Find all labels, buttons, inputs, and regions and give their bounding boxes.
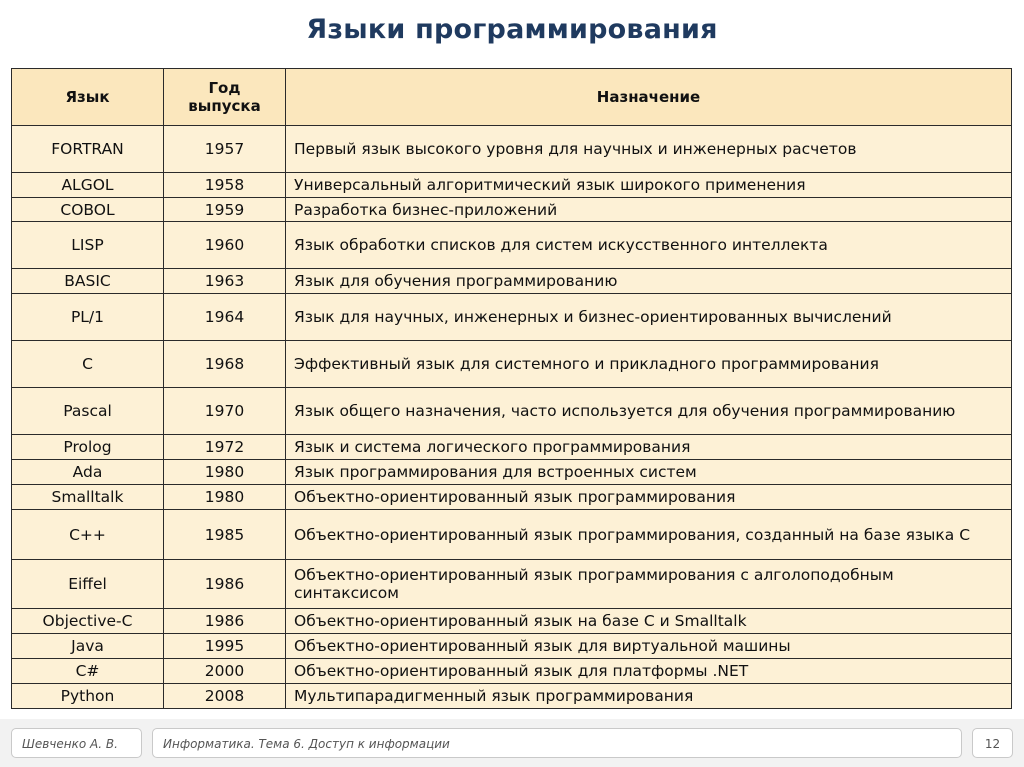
year-cell: 1963: [164, 269, 286, 294]
languages-table: [11, 68, 1012, 709]
table-row: [12, 485, 1012, 510]
slide-title: Языки программирования: [306, 14, 718, 45]
language-cell: Smalltalk: [12, 485, 164, 510]
header-year-line1: Год: [208, 79, 241, 97]
language-cell: COBOL: [12, 198, 164, 222]
purpose-cell: Язык программирования для встроенных систем: [286, 460, 1012, 485]
footer-page-number: 12: [972, 728, 1013, 758]
purpose-cell: Разработка бизнес-приложений: [286, 198, 1012, 222]
language-cell: Eiffel: [12, 560, 164, 609]
table-row: [12, 173, 1012, 198]
language-cell: Objective-C: [12, 609, 164, 634]
slide-footer: [0, 719, 1024, 767]
table-row: [12, 460, 1012, 485]
year-cell: 2008: [164, 684, 286, 709]
language-cell: C: [12, 341, 164, 388]
year-cell: 1972: [164, 435, 286, 460]
year-cell: 1986: [164, 560, 286, 609]
table-row: [12, 294, 1012, 341]
year-cell: 1995: [164, 634, 286, 659]
purpose-cell: Объектно-ориентированный язык программирования: [286, 485, 1012, 510]
table-header-row: [12, 69, 1012, 126]
table-row: [12, 388, 1012, 435]
header-purpose: Назначение: [286, 69, 1012, 126]
language-cell: Ada: [12, 460, 164, 485]
language-cell: LISP: [12, 222, 164, 269]
language-cell: ALGOL: [12, 173, 164, 198]
language-cell: C++: [12, 510, 164, 560]
year-cell: 1985: [164, 510, 286, 560]
purpose-cell: Объектно-ориентированный язык для виртуальной машины: [286, 634, 1012, 659]
language-cell: C#: [12, 659, 164, 684]
table-row: [12, 126, 1012, 173]
purpose-cell: Эффективный язык для системного и прикладного программирования: [286, 341, 1012, 388]
table-row: [12, 684, 1012, 709]
purpose-cell: Язык и система логического программирования: [286, 435, 1012, 460]
year-cell: 2000: [164, 659, 286, 684]
purpose-cell: Объектно-ориентированный язык на базе C и Smalltalk: [286, 609, 1012, 634]
header-language: Язык: [12, 69, 164, 126]
table-row: [12, 198, 1012, 222]
year-cell: 1957: [164, 126, 286, 173]
language-cell: BASIC: [12, 269, 164, 294]
table-row: [12, 659, 1012, 684]
purpose-cell: Язык обработки списков для систем искусственного интеллекта: [286, 222, 1012, 269]
footer-course: Информатика. Тема 6. Доступ к информации: [152, 728, 962, 758]
year-cell: 1970: [164, 388, 286, 435]
header-year: [164, 69, 286, 126]
table-row: [12, 435, 1012, 460]
year-cell: 1959: [164, 198, 286, 222]
language-cell: Java: [12, 634, 164, 659]
purpose-cell: Универсальный алгоритмический язык широкого применения: [286, 173, 1012, 198]
year-cell: 1958: [164, 173, 286, 198]
purpose-cell: Язык для обучения программированию: [286, 269, 1012, 294]
language-cell: Python: [12, 684, 164, 709]
table-row: [12, 510, 1012, 560]
footer-author: Шевченко А. В.: [11, 728, 142, 758]
purpose-cell: Язык для научных, инженерных и бизнес-ориентированных вычислений: [286, 294, 1012, 341]
table-row: [12, 341, 1012, 388]
language-cell: FORTRAN: [12, 126, 164, 173]
year-cell: 1980: [164, 485, 286, 510]
table-row: [12, 222, 1012, 269]
purpose-cell: Объектно-ориентированный язык для платформы .NET: [286, 659, 1012, 684]
year-cell: 1960: [164, 222, 286, 269]
purpose-cell: Объектно-ориентированный язык программирования, созданный на базе языка C: [286, 510, 1012, 560]
purpose-cell: Язык общего назначения, часто используется для обучения программированию: [286, 388, 1012, 435]
purpose-cell: Первый язык высокого уровня для научных и инженерных расчетов: [286, 126, 1012, 173]
language-cell: Prolog: [12, 435, 164, 460]
purpose-cell: Мультипарадигменный язык программирования: [286, 684, 1012, 709]
table-row: [12, 560, 1012, 609]
language-cell: PL/1: [12, 294, 164, 341]
year-cell: 1986: [164, 609, 286, 634]
table-row: [12, 269, 1012, 294]
table-row: [12, 634, 1012, 659]
table-row: [12, 609, 1012, 634]
header-year-line2: выпуска: [188, 97, 261, 115]
language-cell: Pascal: [12, 388, 164, 435]
purpose-cell: Объектно-ориентированный язык программирования с алголоподобным синтаксисом: [286, 560, 1012, 609]
year-cell: 1968: [164, 341, 286, 388]
year-cell: 1964: [164, 294, 286, 341]
year-cell: 1980: [164, 460, 286, 485]
